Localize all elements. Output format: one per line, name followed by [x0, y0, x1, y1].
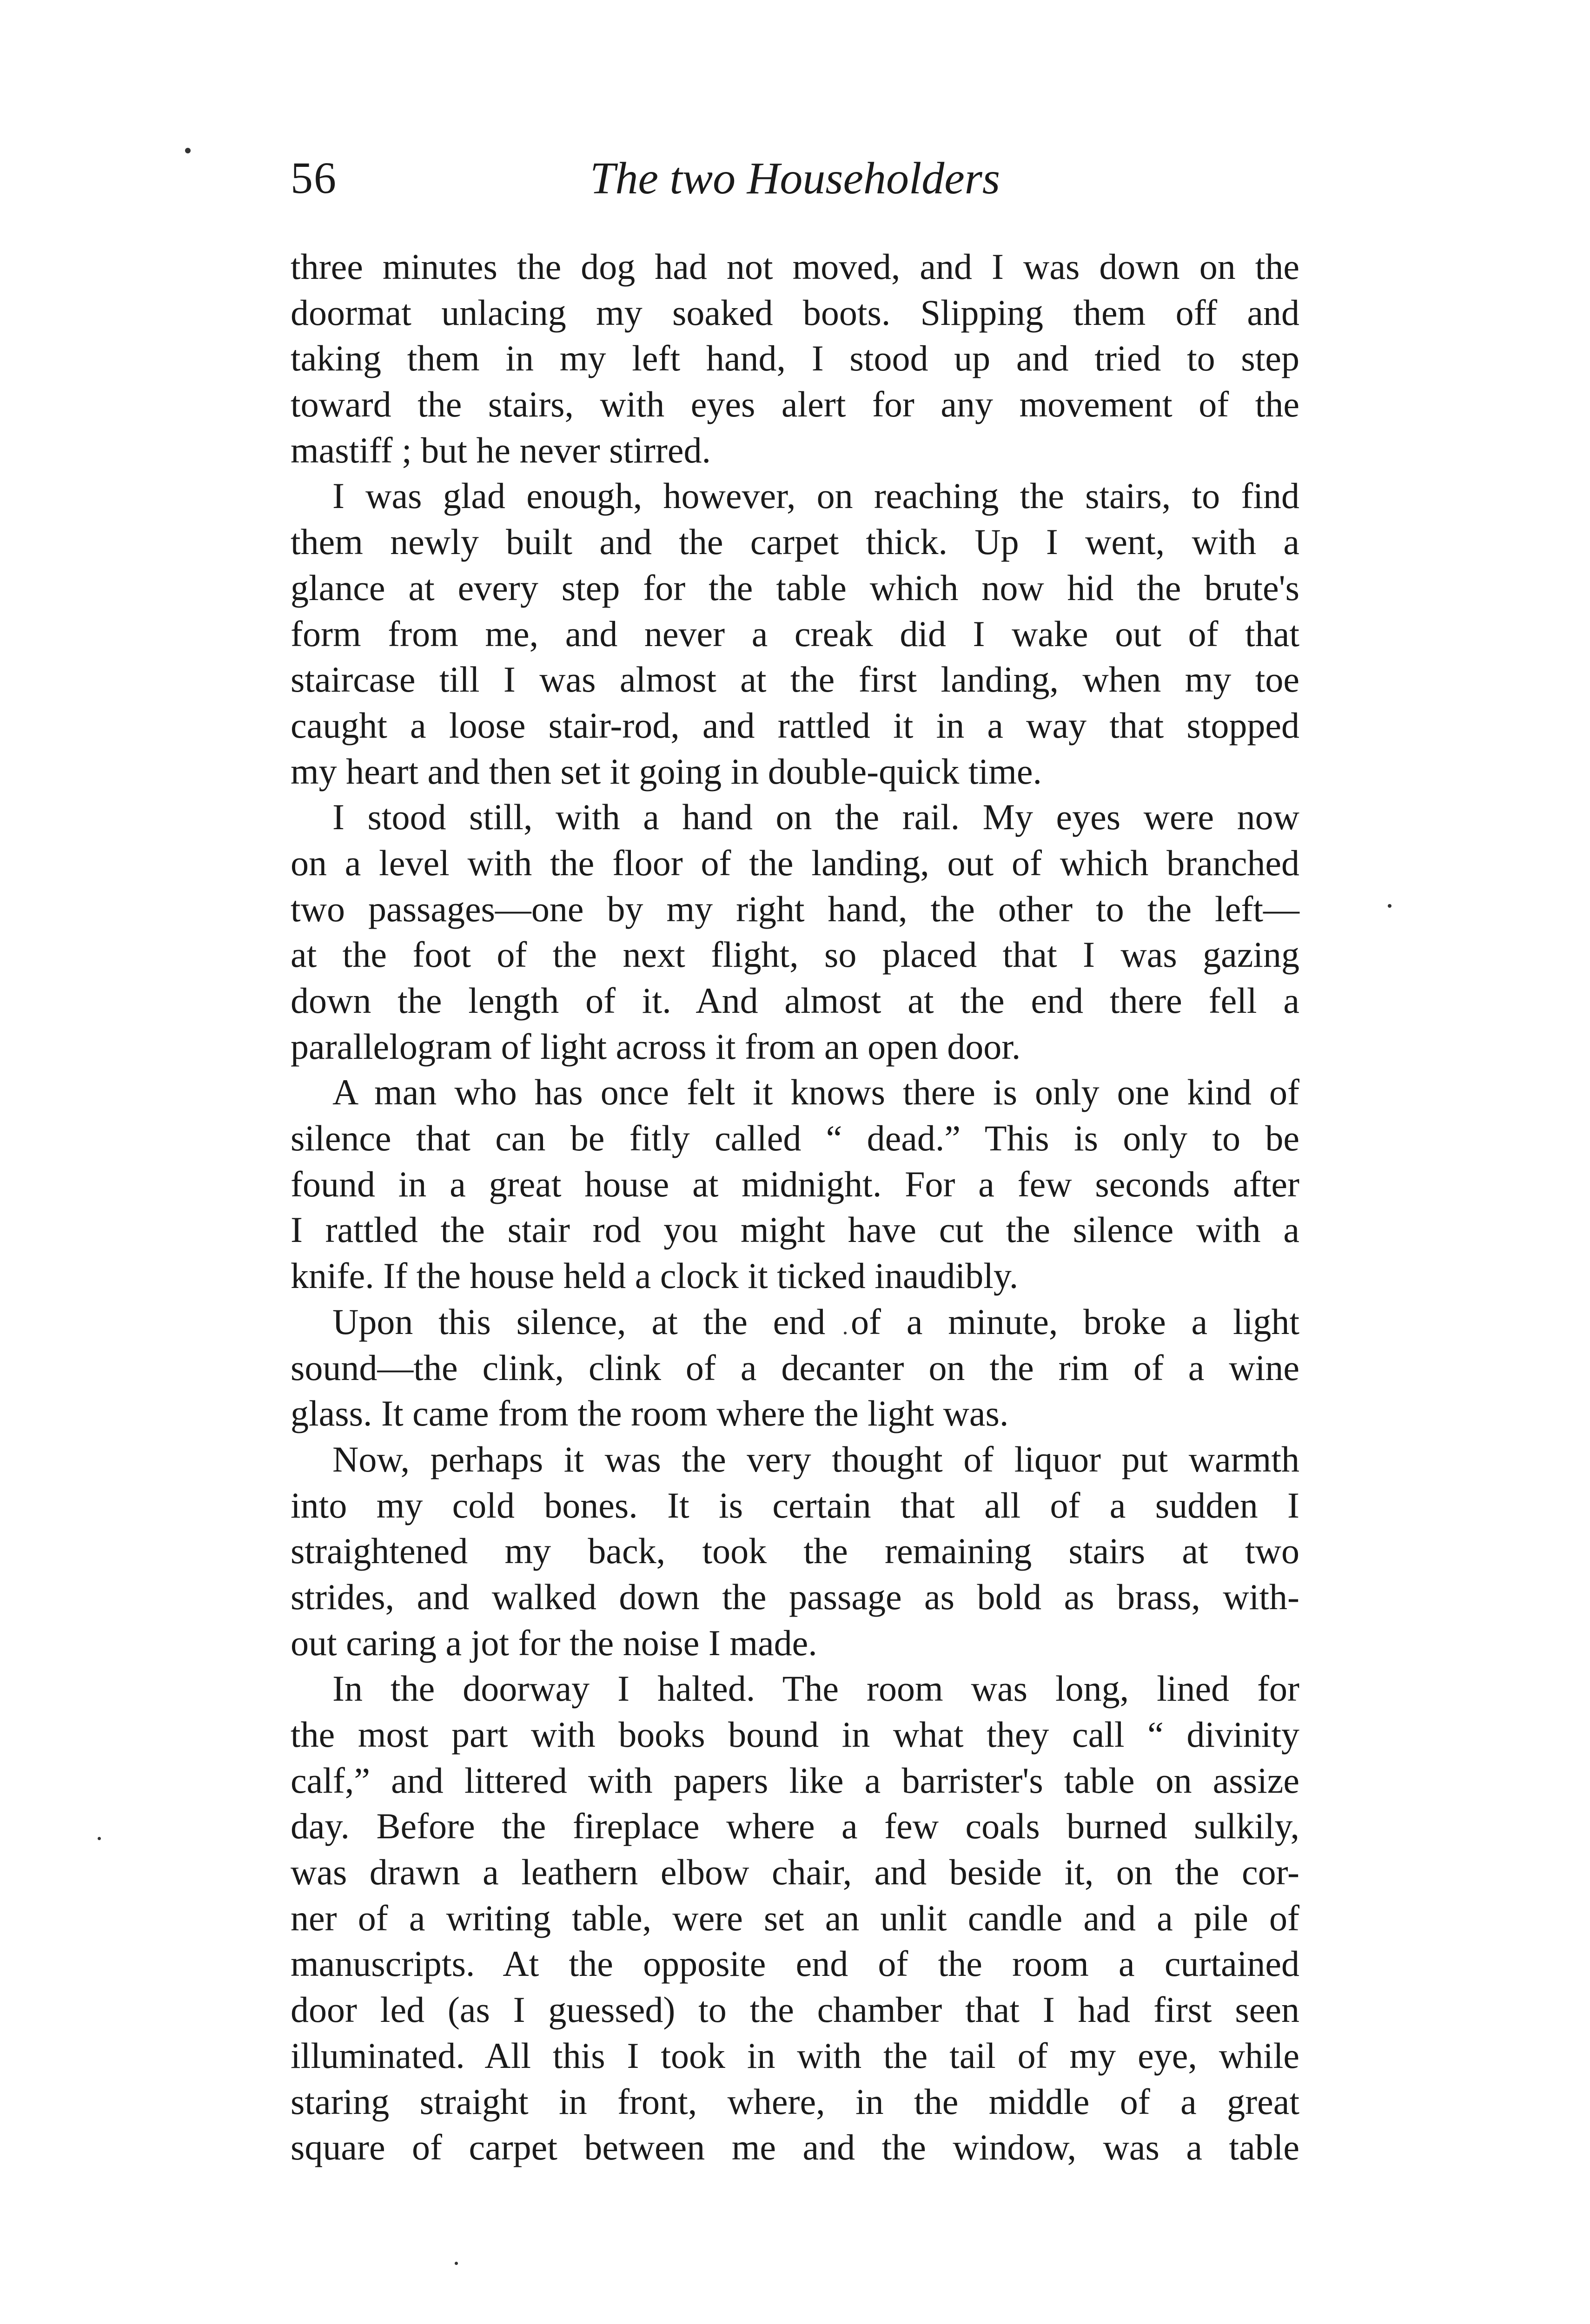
ink-speck: [185, 148, 191, 153]
text-line: them newly built and the carpet thick. Up I went, with a: [291, 522, 1299, 562]
text-line: toward the stairs, with eyes alert for any movement of the: [291, 384, 1299, 425]
text-line: strides, and walked down the passage as bold as brass, with-: [291, 1576, 1299, 1617]
text-line: on a level with the floor of the landing, out of which branched: [291, 842, 1299, 883]
text-line: square of carpet between me and the window, was a table: [291, 2127, 1299, 2168]
text-line: doormat unlacing my soaked boots. Slipping them off and: [291, 292, 1299, 333]
text-line: straightened my back, took the remaining stairs at two: [291, 1531, 1299, 1571]
ink-speck: [455, 2262, 458, 2265]
text-line: form from me, and never a creak did I wake out of that: [291, 613, 1299, 654]
text-line: the most part with books bound in what they call “ divinity: [291, 1714, 1299, 1755]
text-line: silence that can be fitly called “ dead.” This is only to be: [291, 1118, 1299, 1159]
text-line: two passages—one by my right hand, the other to the left—: [291, 888, 1299, 929]
paragraph: [291, 794, 1299, 1070]
text-line: knife. If the house held a clock it ticked inaudibly.: [291, 1255, 1019, 1296]
paragraph: [291, 1299, 1299, 1437]
paragraph: [291, 244, 1299, 473]
ink-speck: [98, 1837, 101, 1840]
text-line: at the foot of the next flight, so placed that I was gazing: [291, 934, 1299, 975]
text-line: manuscripts. At the opposite end of the room a curtained: [291, 1943, 1299, 1984]
text-line: glance at every step for the table which now hid the brute's: [291, 567, 1299, 608]
body-text: [291, 244, 1299, 2171]
text-line: I stood still, with a hand on the rail. My eyes were now: [332, 797, 1299, 838]
text-line: into my cold bones. It is certain that all of a sudden I: [291, 1485, 1299, 1525]
text-line: Now, perhaps it was the very thought of liquor put warmth: [332, 1439, 1299, 1479]
ink-speck: [1388, 904, 1391, 908]
text-line: was drawn a leathern elbow chair, and beside it, on the cor-: [291, 1852, 1299, 1893]
text-line: staring straight in front, where, in the middle of a great: [291, 2081, 1299, 2122]
text-line: glass. It came from the room where the light was.: [291, 1393, 1009, 1434]
text-line: out caring a jot for the noise I made.: [291, 1622, 817, 1663]
running-header: [291, 139, 1299, 209]
text-line: my heart and then set it going in double-quick time.: [291, 751, 1042, 792]
paragraph: [291, 473, 1299, 794]
text-line: staircase till I was almost at the first landing, when my toe: [291, 659, 1299, 700]
text-line: down the length of it. And almost at the end there fell a: [291, 980, 1299, 1021]
text-line: Upon this silence, at the end of a minute, broke a light: [332, 1301, 1299, 1342]
text-line: taking them in my left hand, I stood up and tried to step: [291, 338, 1299, 379]
text-line: calf,” and littered with papers like a barrister's table on assize: [291, 1760, 1299, 1801]
running-title: The two Householders: [590, 153, 1000, 204]
text-line: door led (as I guessed) to the chamber that I had first seen: [291, 1989, 1299, 2030]
text-line: illuminated. All this I took in with the tail of my eye, while: [291, 2035, 1299, 2076]
text-line: mastiff ; but he never stirred.: [291, 429, 711, 470]
paragraph: [291, 1666, 1299, 2171]
text-line: In the doorway I halted. The room was long, lined for: [332, 1668, 1299, 1709]
text-line: sound—the clink, clink of a decanter on the rim of a wine: [291, 1347, 1299, 1388]
text-line: found in a great house at midnight. For a few seconds after: [291, 1163, 1299, 1204]
text-line: ner of a writing table, were set an unlit candle and a pile of: [291, 1897, 1299, 1938]
text-line: parallelogram of light across it from an open door.: [291, 1026, 1021, 1067]
text-line: day. Before the fireplace where a few coals burned sulkily,: [291, 1806, 1299, 1847]
paragraph: [291, 1437, 1299, 1666]
text-line: I was glad enough, however, on reaching the stairs, to find: [332, 475, 1299, 516]
text-line: I rattled the stair rod you might have cut the silence with a: [291, 1209, 1299, 1250]
text-line: caught a loose stair-rod, and rattled it in a way that stopped: [291, 705, 1299, 746]
text-line: A man who has once felt it knows there is only one kind of: [332, 1072, 1299, 1113]
page-number: 56: [291, 153, 337, 203]
paragraph: [291, 1070, 1299, 1299]
text-line: three minutes the dog had not moved, and I was down on the: [291, 246, 1299, 287]
